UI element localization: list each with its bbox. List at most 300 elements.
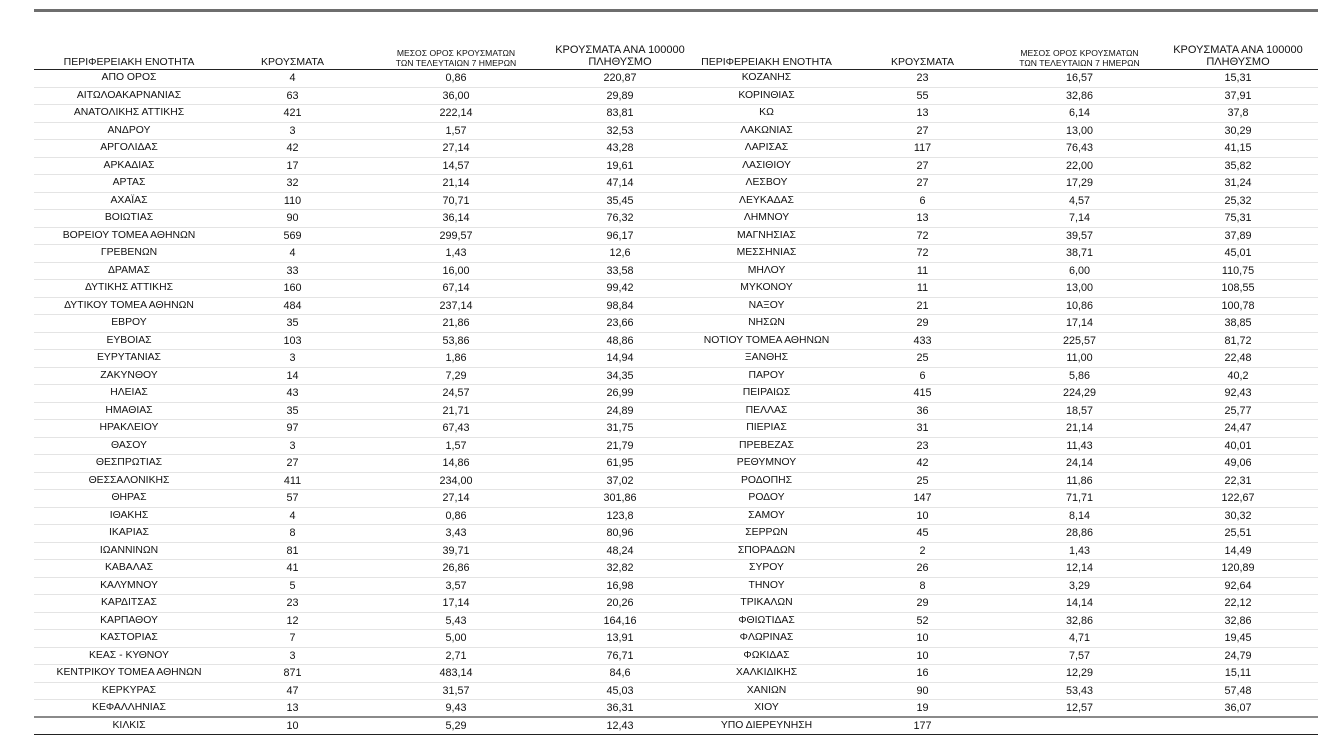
- cell-avg7: 11,43: [1001, 437, 1158, 455]
- cell-per100k: 25,32: [1158, 192, 1318, 210]
- cell-cases: 25: [844, 350, 1001, 368]
- cell-per100k: 96,17: [551, 227, 689, 245]
- cell-per100k: 122,67: [1158, 490, 1318, 508]
- cell-region: ΘΕΣΠΡΩΤΙΑΣ: [34, 455, 224, 473]
- cell-avg7: 76,43: [1001, 140, 1158, 158]
- cell-region: ΠΡΕΒΕΖΑΣ: [689, 437, 844, 455]
- cell-region: ΔΥΤΙΚΗΣ ΑΤΤΙΚΗΣ: [34, 280, 224, 298]
- cell-region: ΔΥΤΙΚΟΥ ΤΟΜΕΑ ΑΘΗΝΩΝ: [34, 297, 224, 315]
- cell-region: ΥΠΟ ΔΙΕΡΕΥΝΗΣΗ: [689, 717, 844, 735]
- table-header-row: [689, 38, 1318, 70]
- cell-cases: 45: [844, 525, 1001, 543]
- table-body-right: [689, 70, 1318, 735]
- table-row: [689, 367, 1318, 385]
- cell-cases: 433: [844, 332, 1001, 350]
- cell-avg7: 5,00: [361, 630, 551, 648]
- cell-avg7: 39,71: [361, 542, 551, 560]
- cell-cases: 36: [844, 402, 1001, 420]
- cell-avg7: 28,86: [1001, 525, 1158, 543]
- table-row: [689, 210, 1318, 228]
- cell-region: ΚΕΝΤΡΙΚΟΥ ΤΟΜΕΑ ΑΘΗΝΩΝ: [34, 665, 224, 683]
- cell-region: ΕΥΡΥΤΑΝΙΑΣ: [34, 350, 224, 368]
- cell-cases: 90: [224, 210, 361, 228]
- cell-cases: 6: [844, 192, 1001, 210]
- cell-avg7: 6,14: [1001, 105, 1158, 123]
- cell-region: ΝΑΞΟΥ: [689, 297, 844, 315]
- table-row: [34, 630, 689, 648]
- cell-region: ΑΧΑΪΑΣ: [34, 192, 224, 210]
- cell-region: ΒΟΙΩΤΙΑΣ: [34, 210, 224, 228]
- cell-per100k: 57,48: [1158, 682, 1318, 700]
- header-per100k-line2: ΠΛΗΘΥΣΜΟ: [588, 56, 652, 68]
- table-row: [34, 262, 689, 280]
- table-row: [689, 280, 1318, 298]
- table-header-row: [34, 38, 689, 70]
- cell-cases: 52: [844, 612, 1001, 630]
- table-row: [34, 87, 689, 105]
- cell-region: ΚΟΖΑΝΗΣ: [689, 70, 844, 88]
- cell-region: ΚΕΡΚΥΡΑΣ: [34, 682, 224, 700]
- table-row: [34, 280, 689, 298]
- table-row: [689, 350, 1318, 368]
- cell-region: ΜΕΣΣΗΝΙΑΣ: [689, 245, 844, 263]
- cell-cases: 35: [224, 315, 361, 333]
- cell-avg7: 8,14: [1001, 507, 1158, 525]
- cell-per100k: 45,03: [551, 682, 689, 700]
- header-per100k: [1158, 38, 1318, 70]
- cell-avg7: 17,14: [361, 595, 551, 613]
- cell-region: ΠΕΙΡΑΙΩΣ: [689, 385, 844, 403]
- cell-per100k: 26,99: [551, 385, 689, 403]
- cell-cases: 72: [844, 227, 1001, 245]
- cell-avg7: 1,43: [1001, 542, 1158, 560]
- table-row: [34, 385, 689, 403]
- cell-avg7: 14,57: [361, 157, 551, 175]
- table-row: [34, 682, 689, 700]
- cell-cases: 23: [844, 437, 1001, 455]
- cell-region: ΓΡΕΒΕΝΩΝ: [34, 245, 224, 263]
- cell-cases: 6: [844, 367, 1001, 385]
- cell-cases: 5: [224, 577, 361, 595]
- table-row: [34, 350, 689, 368]
- cell-avg7: 21,86: [361, 315, 551, 333]
- table-row: [34, 717, 689, 735]
- cell-cases: 147: [844, 490, 1001, 508]
- cell-per100k: 76,32: [551, 210, 689, 228]
- table-row: [689, 140, 1318, 158]
- cell-region: ΝΟΤΙΟΥ ΤΟΜΕΑ ΑΘΗΝΩΝ: [689, 332, 844, 350]
- cell-per100k: 21,79: [551, 437, 689, 455]
- cell-region: ΚΑΣΤΟΡΙΑΣ: [34, 630, 224, 648]
- table-row: [689, 682, 1318, 700]
- cell-cases: 81: [224, 542, 361, 560]
- cell-cases: 27: [844, 175, 1001, 193]
- cell-cases: 117: [844, 140, 1001, 158]
- header-region: ΠΕΡΙΦΕΡΕΙΑΚΗ ΕΝΟΤΗΤΑ: [701, 56, 832, 68]
- table-row: [34, 105, 689, 123]
- table-row: [34, 507, 689, 525]
- header-avg7-line1: ΜΕΣΟΣ ΟΡΟΣ ΚΡΟΥΣΜΑΤΩΝ: [396, 48, 516, 58]
- cell-avg7: 5,29: [361, 717, 551, 735]
- cell-region: ΚΑΡΠΑΘΟΥ: [34, 612, 224, 630]
- table-row: [34, 665, 689, 683]
- cell-avg7: 71,71: [1001, 490, 1158, 508]
- cell-cases: 55: [844, 87, 1001, 105]
- cell-avg7: 31,57: [361, 682, 551, 700]
- cell-region: ΣΑΜΟΥ: [689, 507, 844, 525]
- table-row: [689, 402, 1318, 420]
- cases-table-left: [34, 38, 689, 735]
- cell-region: ΛΗΜΝΟΥ: [689, 210, 844, 228]
- cell-per100k: 13,91: [551, 630, 689, 648]
- cell-per100k: 37,02: [551, 472, 689, 490]
- cell-region: ΤΗΝΟΥ: [689, 577, 844, 595]
- cell-avg7: 53,43: [1001, 682, 1158, 700]
- cell-per100k: 12,6: [551, 245, 689, 263]
- cell-region: ΑΡΚΑΔΙΑΣ: [34, 157, 224, 175]
- cell-per100k: 30,29: [1158, 122, 1318, 140]
- cell-avg7: 3,43: [361, 525, 551, 543]
- cell-region: ΑΙΤΩΛΟΑΚΑΡΝΑΝΙΑΣ: [34, 87, 224, 105]
- cell-per100k: 12,43: [551, 717, 689, 735]
- table-row: [34, 140, 689, 158]
- cell-per100k: [1158, 717, 1318, 735]
- cell-per100k: 43,28: [551, 140, 689, 158]
- cell-cases: 33: [224, 262, 361, 280]
- table-row: [689, 122, 1318, 140]
- cell-per100k: 22,31: [1158, 472, 1318, 490]
- cell-region: ΙΩΑΝΝΙΝΩΝ: [34, 542, 224, 560]
- table-row: [34, 577, 689, 595]
- table-row: [34, 490, 689, 508]
- cell-avg7: 3,29: [1001, 577, 1158, 595]
- table-row: [689, 577, 1318, 595]
- cell-region: ΚΕΦΑΛΛΗΝΙΑΣ: [34, 700, 224, 718]
- cell-avg7: 0,86: [361, 70, 551, 88]
- table-row: [689, 455, 1318, 473]
- table-row: [34, 70, 689, 88]
- cell-cases: 2: [844, 542, 1001, 560]
- cell-per100k: 48,86: [551, 332, 689, 350]
- cell-cases: 10: [844, 647, 1001, 665]
- table-row: [34, 227, 689, 245]
- cell-cases: 160: [224, 280, 361, 298]
- table-row: [689, 612, 1318, 630]
- cell-region: ΚΟΡΙΝΘΙΑΣ: [689, 87, 844, 105]
- cell-per100k: 110,75: [1158, 262, 1318, 280]
- header-per100k-line1: ΚΡΟΥΣΜΑΤΑ ΑΝΑ 100000: [555, 44, 685, 56]
- cell-per100k: 25,77: [1158, 402, 1318, 420]
- cell-per100k: 83,81: [551, 105, 689, 123]
- cell-cases: 10: [844, 630, 1001, 648]
- cell-avg7: 32,86: [1001, 87, 1158, 105]
- cell-region: ΘΕΣΣΑΛΟΝΙΚΗΣ: [34, 472, 224, 490]
- table-row: [689, 175, 1318, 193]
- cell-per100k: 23,66: [551, 315, 689, 333]
- table-row: [34, 402, 689, 420]
- cell-region: ΤΡΙΚΑΛΩΝ: [689, 595, 844, 613]
- table-row: [689, 332, 1318, 350]
- cell-avg7: 21,71: [361, 402, 551, 420]
- cell-avg7: 13,00: [1001, 280, 1158, 298]
- cell-avg7: 234,00: [361, 472, 551, 490]
- cell-avg7: 14,14: [1001, 595, 1158, 613]
- cell-per100k: 35,82: [1158, 157, 1318, 175]
- cell-per100k: 32,82: [551, 560, 689, 578]
- table-row: [689, 595, 1318, 613]
- cell-avg7: 1,43: [361, 245, 551, 263]
- table-row: [34, 420, 689, 438]
- cell-region: ΜΗΛΟΥ: [689, 262, 844, 280]
- cell-cases: 411: [224, 472, 361, 490]
- cell-cases: 57: [224, 490, 361, 508]
- cell-region: ΒΟΡΕΙΟΥ ΤΟΜΕΑ ΑΘΗΝΩΝ: [34, 227, 224, 245]
- cell-cases: 27: [844, 122, 1001, 140]
- cell-avg7: 21,14: [1001, 420, 1158, 438]
- cell-avg7: 26,86: [361, 560, 551, 578]
- cell-cases: 7: [224, 630, 361, 648]
- cell-per100k: 48,24: [551, 542, 689, 560]
- cell-avg7: 36,14: [361, 210, 551, 228]
- cell-avg7: 9,43: [361, 700, 551, 718]
- cell-per100k: 37,8: [1158, 105, 1318, 123]
- table-row: [689, 87, 1318, 105]
- cell-cases: 29: [844, 315, 1001, 333]
- table-row: [34, 437, 689, 455]
- table-row: [34, 210, 689, 228]
- cell-region: ΔΡΑΜΑΣ: [34, 262, 224, 280]
- table-row: [689, 70, 1318, 88]
- cell-region: ΛΑΣΙΘΙΟΥ: [689, 157, 844, 175]
- cell-region: ΙΘΑΚΗΣ: [34, 507, 224, 525]
- table-row: [689, 437, 1318, 455]
- table-row: [34, 472, 689, 490]
- table-row: [689, 385, 1318, 403]
- header-per100k-line2: ΠΛΗΘΥΣΜΟ: [1206, 56, 1270, 68]
- table-row: [34, 122, 689, 140]
- cell-per100k: 98,84: [551, 297, 689, 315]
- cell-cases: 31: [844, 420, 1001, 438]
- cell-region: ΕΒΡΟΥ: [34, 315, 224, 333]
- cell-cases: 415: [844, 385, 1001, 403]
- table-row: [34, 297, 689, 315]
- table-row: [689, 700, 1318, 718]
- cell-cases: 110: [224, 192, 361, 210]
- cell-per100k: 31,75: [551, 420, 689, 438]
- cell-cases: 27: [844, 157, 1001, 175]
- cell-cases: 17: [224, 157, 361, 175]
- cell-cases: 12: [224, 612, 361, 630]
- cell-region: ΕΥΒΟΙΑΣ: [34, 332, 224, 350]
- cell-avg7: 12,14: [1001, 560, 1158, 578]
- cell-per100k: 24,79: [1158, 647, 1318, 665]
- table-row: [689, 525, 1318, 543]
- cell-region: ΑΠΟ ΟΡΟΣ: [34, 70, 224, 88]
- cell-avg7: 5,43: [361, 612, 551, 630]
- cell-per100k: 24,47: [1158, 420, 1318, 438]
- cell-cases: 103: [224, 332, 361, 350]
- table-row: [34, 175, 689, 193]
- table-body-left: [34, 70, 689, 735]
- table-row: [34, 595, 689, 613]
- cell-region: ΘΑΣΟΥ: [34, 437, 224, 455]
- table-row: [689, 490, 1318, 508]
- cell-per100k: 108,55: [1158, 280, 1318, 298]
- cell-cases: 29: [844, 595, 1001, 613]
- cell-cases: 23: [224, 595, 361, 613]
- cell-per100k: 41,15: [1158, 140, 1318, 158]
- cell-region: ΡΟΔΟΥ: [689, 490, 844, 508]
- table-row: [689, 192, 1318, 210]
- cell-per100k: 32,86: [1158, 612, 1318, 630]
- cell-cases: 97: [224, 420, 361, 438]
- header-avg7-line2: ΤΩΝ ΤΕΛΕΥΤΑΙΩΝ 7 ΗΜΕΡΩΝ: [1019, 58, 1140, 68]
- table-row: [34, 647, 689, 665]
- cell-per100k: 30,32: [1158, 507, 1318, 525]
- cell-avg7: 1,86: [361, 350, 551, 368]
- table-row: [689, 420, 1318, 438]
- cell-cases: 10: [844, 507, 1001, 525]
- cell-region: ΗΜΑΘΙΑΣ: [34, 402, 224, 420]
- cell-region: ΚΑΒΑΛΑΣ: [34, 560, 224, 578]
- cell-region: ΦΘΙΩΤΙΔΑΣ: [689, 612, 844, 630]
- cell-cases: 16: [844, 665, 1001, 683]
- cell-cases: 42: [224, 140, 361, 158]
- cell-per100k: 24,89: [551, 402, 689, 420]
- cell-region: ΧΙΟΥ: [689, 700, 844, 718]
- cell-cases: 8: [844, 577, 1001, 595]
- table-row: [34, 542, 689, 560]
- cell-per100k: 220,87: [551, 70, 689, 88]
- cell-per100k: 29,89: [551, 87, 689, 105]
- cell-per100k: 123,8: [551, 507, 689, 525]
- cell-avg7: 12,29: [1001, 665, 1158, 683]
- cell-region: ΚΕΑΣ - ΚΥΘΝΟΥ: [34, 647, 224, 665]
- cell-avg7: 7,57: [1001, 647, 1158, 665]
- header-cases: ΚΡΟΥΣΜΑΤΑ: [261, 56, 324, 68]
- cell-per100k: 22,12: [1158, 595, 1318, 613]
- cell-per100k: 32,53: [551, 122, 689, 140]
- cell-cases: 90: [844, 682, 1001, 700]
- cell-avg7: 18,57: [1001, 402, 1158, 420]
- cell-per100k: 40,01: [1158, 437, 1318, 455]
- cell-region: ΛΕΣΒΟΥ: [689, 175, 844, 193]
- cell-avg7: 3,57: [361, 577, 551, 595]
- cell-region: ΑΡΤΑΣ: [34, 175, 224, 193]
- cell-region: ΑΡΓΟΛΙΔΑΣ: [34, 140, 224, 158]
- cell-cases: 11: [844, 262, 1001, 280]
- table-row: [34, 455, 689, 473]
- table-row: [34, 315, 689, 333]
- cell-region: ΡΟΔΟΠΗΣ: [689, 472, 844, 490]
- cell-per100k: 36,07: [1158, 700, 1318, 718]
- cell-region: ΚΩ: [689, 105, 844, 123]
- cell-avg7: 14,86: [361, 455, 551, 473]
- cell-per100k: 20,26: [551, 595, 689, 613]
- cell-cases: 19: [844, 700, 1001, 718]
- cell-cases: 32: [224, 175, 361, 193]
- table-row: [689, 262, 1318, 280]
- cell-per100k: 19,61: [551, 157, 689, 175]
- header-region: ΠΕΡΙΦΕΡΕΙΑΚΗ ΕΝΟΤΗΤΑ: [63, 56, 195, 68]
- cell-cases: 14: [224, 367, 361, 385]
- cell-per100k: 19,45: [1158, 630, 1318, 648]
- cell-per100k: 49,06: [1158, 455, 1318, 473]
- cell-avg7: 24,14: [1001, 455, 1158, 473]
- cell-avg7: 1,57: [361, 437, 551, 455]
- cell-per100k: 40,2: [1158, 367, 1318, 385]
- table-row: [34, 525, 689, 543]
- cell-avg7: 27,14: [361, 490, 551, 508]
- cell-cases: 8: [224, 525, 361, 543]
- cell-avg7: 11,00: [1001, 350, 1158, 368]
- cell-cases: 569: [224, 227, 361, 245]
- header-cases: ΚΡΟΥΣΜΑΤΑ: [891, 56, 954, 68]
- header-avg7: [361, 38, 551, 70]
- cell-avg7: 53,86: [361, 332, 551, 350]
- cell-avg7: 237,14: [361, 297, 551, 315]
- cell-cases: 72: [844, 245, 1001, 263]
- cases-table-wrapper: [34, 38, 1318, 735]
- cell-region: ΗΡΑΚΛΕΙΟΥ: [34, 420, 224, 438]
- cell-per100k: 120,89: [1158, 560, 1318, 578]
- header-avg7-line2: ΤΩΝ ΤΕΛΕΥΤΑΙΩΝ 7 ΗΜΕΡΩΝ: [395, 58, 517, 68]
- table-row: [689, 630, 1318, 648]
- cell-region: ΣΠΟΡΑΔΩΝ: [689, 542, 844, 560]
- cell-cases: 23: [844, 70, 1001, 88]
- table-row: [34, 157, 689, 175]
- table-row: [34, 332, 689, 350]
- cell-avg7: 13,00: [1001, 122, 1158, 140]
- cell-avg7: 36,00: [361, 87, 551, 105]
- cell-cases: 4: [224, 245, 361, 263]
- cell-avg7: 1,57: [361, 122, 551, 140]
- cell-cases: 177: [844, 717, 1001, 735]
- table-row: [689, 507, 1318, 525]
- header-per100k: [551, 38, 689, 70]
- cell-per100k: 14,94: [551, 350, 689, 368]
- table-row: [34, 612, 689, 630]
- cell-per100k: 25,51: [1158, 525, 1318, 543]
- cell-per100k: 80,96: [551, 525, 689, 543]
- cell-per100k: 37,91: [1158, 87, 1318, 105]
- cell-cases: 63: [224, 87, 361, 105]
- cell-cases: 21: [844, 297, 1001, 315]
- header-per100k-line1: ΚΡΟΥΣΜΑΤΑ ΑΝΑ 100000: [1173, 44, 1303, 56]
- cell-region: ΞΑΝΘΗΣ: [689, 350, 844, 368]
- cell-region: ΚΙΛΚΙΣ: [34, 717, 224, 735]
- cell-region: ΧΑΝΙΩΝ: [689, 682, 844, 700]
- cell-region: ΗΛΕΙΑΣ: [34, 385, 224, 403]
- cell-avg7: 483,14: [361, 665, 551, 683]
- table-row: [689, 560, 1318, 578]
- cell-region: ΝΗΣΩΝ: [689, 315, 844, 333]
- cell-cases: 3: [224, 122, 361, 140]
- cell-per100k: 84,6: [551, 665, 689, 683]
- table-row: [689, 665, 1318, 683]
- table-row: [689, 157, 1318, 175]
- cell-per100k: 37,89: [1158, 227, 1318, 245]
- cell-per100k: 301,86: [551, 490, 689, 508]
- cell-avg7: 32,86: [1001, 612, 1158, 630]
- cell-avg7: 39,57: [1001, 227, 1158, 245]
- cell-region: ΑΝΑΤΟΛΙΚΗΣ ΑΤΤΙΚΗΣ: [34, 105, 224, 123]
- cell-per100k: 81,72: [1158, 332, 1318, 350]
- table-row: [689, 297, 1318, 315]
- cell-per100k: 99,42: [551, 280, 689, 298]
- cell-region: ΛΑΚΩΝΙΑΣ: [689, 122, 844, 140]
- cell-cases: 43: [224, 385, 361, 403]
